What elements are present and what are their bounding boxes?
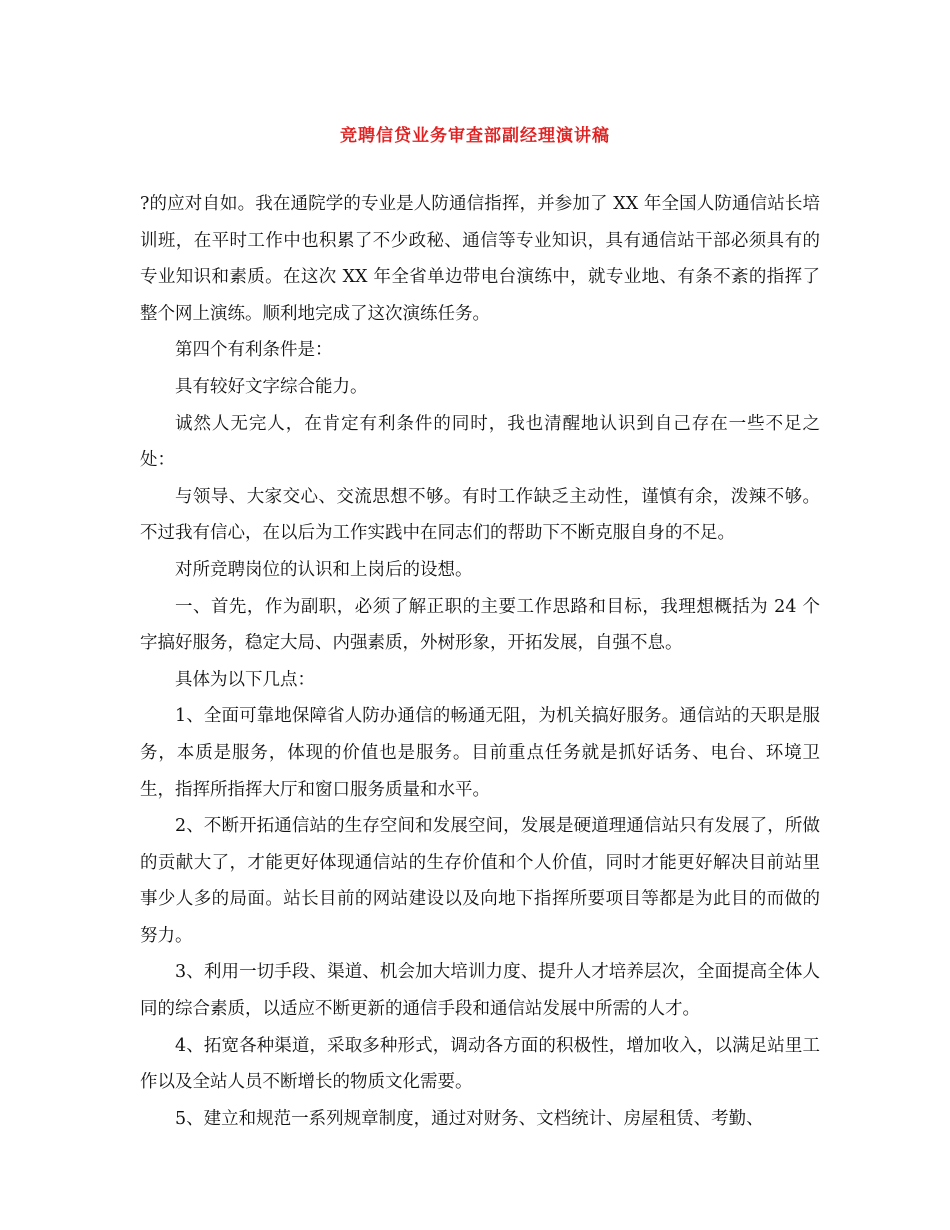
paragraph-4: 诚然人无完人，在肯定有利条件的同时，我也清醒地认识到自己存在一些不足之处：: [140, 413, 820, 471]
paragraph-2: 第四个有利条件是：: [175, 340, 333, 361]
paragraph-6: 对所竞聘岗位的认识和上岗后的设想。: [175, 559, 473, 580]
paragraph-1: ?的应对自如。我在通院学的专业是人防通信指挥，并参加了 XX 年全国人防通信站长培训班，在平时工作中也积累了不少政秘、通信等专业知识，具有通信站干部必须具有的专业知识和素质。在这次 XX 年全省单边带电台演练中，就专业地、有条不紊的指挥了整个网上演练。顺利地完成了这次演练任务。: [140, 194, 820, 324]
paragraph-7: 一、首先，作为副职，必须了解正职的主要工作思路和目标，我理想概括为 24 个字搞好服务，稳定大局、内强素质，外树形象，开拓发展，自强不息。: [140, 596, 820, 654]
document-body: [140, 186, 820, 1137]
paragraph-13: 5、建立和规范一系列规章制度，通过对财务、文档统计、房屋租赁、考勤、: [175, 1108, 764, 1129]
paragraph-11: 3、利用一切手段、渠道、机会加大培训力度、提升人才培养层次，全面提高全体人同的综合素质，以适应不断更新的通信手段和通信站发展中所需的人才。: [140, 962, 820, 1020]
paragraph-12: 4、拓宽各种渠道，采取多种形式，调动各方面的积极性，增加收入，以满足站里工作以及全站人员不断增长的物质文化需要。: [140, 1035, 820, 1093]
paragraph-8: 具体为以下几点：: [175, 669, 315, 690]
document-title: 竞聘信贷业务审查部副经理演讲稿: [340, 126, 610, 146]
paragraph-10: 2、不断开拓通信站的生存空间和发展空间，发展是硬道理通信站只有发展了，所做的贡献大了，才能更好体现通信站的生存价值和个人价值，同时才能更好解决目前站里事少人多的局面。站长目前的网站建设以及向地下指挥所要项目等都是为此目的而做的努力。: [140, 816, 820, 946]
paragraph-3: 具有较好文字综合能力。: [175, 376, 368, 397]
paragraph-9: 1、全面可靠地保障省人防办通信的畅通无阻，为机关搞好服务。通信站的天职是服务，本质是服务，体现的价值也是服务。目前重点任务就是抓好话务、电台、环境卫生，指挥所指挥大厅和窗口服务质量和水平。: [140, 706, 820, 800]
paragraph-5: 与领导、大家交心、交流思想不够。有时工作缺乏主动性，谨慎有余，泼辣不够。不过我有信心，在以后为工作实践中在同志们的帮助下不断克服自身的不足。: [140, 486, 820, 544]
